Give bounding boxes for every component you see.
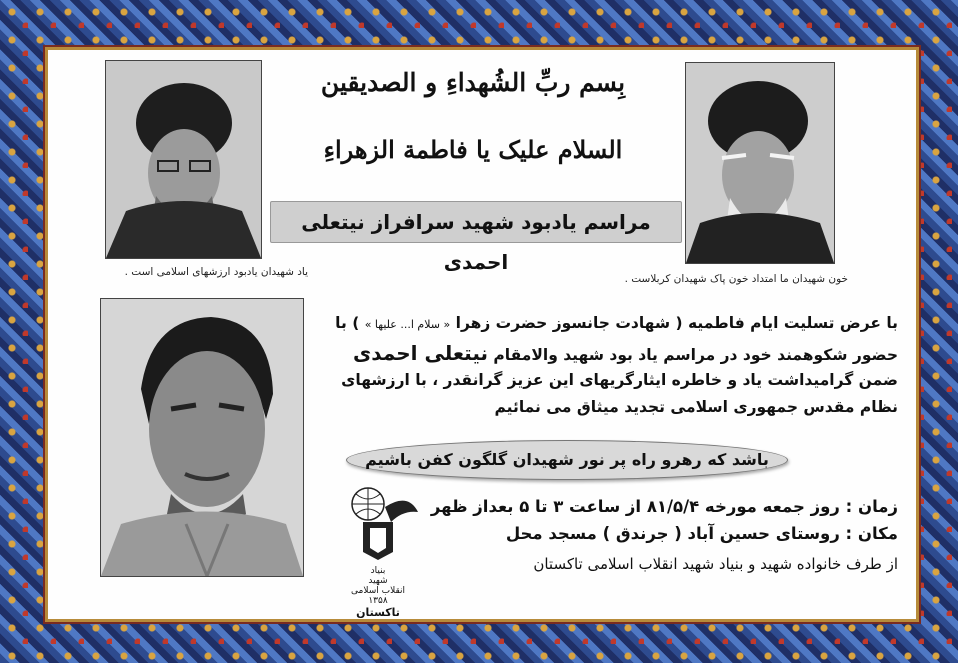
salam-heading: السلام علیک یا فاطمة الزهراءِ: [323, 135, 623, 164]
logo-city: تاکستان: [356, 606, 400, 619]
event-organizer: از طرف خانواده شهید و بنیاد شهید انقلاب اسلامی تاکستان: [533, 555, 898, 573]
logo-line-3: انقلاب اسلامی: [351, 586, 405, 596]
event-time: زمان : روز جمعه مورخه ۸۱/۵/۴ از ساعت ۳ تا ۵ بعداز ظهر: [430, 497, 898, 516]
motto-banner: باشد که رهرو راه پر نور شهیدان گلگون کفن باشیم: [346, 440, 788, 480]
portrait-top-left: [105, 60, 262, 259]
logo-year: ۱۳۵۸: [368, 596, 388, 606]
martyr-portrait: [100, 298, 304, 577]
poster-paper: [45, 47, 919, 622]
martyr-name: نیتعلی احمدی: [352, 341, 488, 365]
caption-left: یاد شهیدان یادبود ارزشهای اسلامی است .: [124, 266, 308, 278]
logo-line-1: بنیاد: [370, 566, 386, 576]
body-line-4: نظام مقدس جمهوری اسلامی تجدید میثاق می نمائیم: [494, 398, 898, 416]
caption-right: خون شهیدان ما امتداد خون پاک شهیدان کربلاست .: [624, 273, 848, 285]
memorial-title-banner: مراسم یادبود شهید سرافراز نیتعلی احمدی: [270, 201, 682, 243]
body-line-1: [318, 314, 898, 332]
portrait-top-right: [685, 62, 835, 264]
foundation-emblem-icon: [333, 482, 423, 562]
basmala-heading: بِسم ربِّ الشُهداءِ و الصدیقین: [320, 68, 626, 97]
martyr-portrait-image: [101, 299, 303, 576]
portrait-top-left-image: [106, 61, 261, 258]
body-line-2: [318, 341, 898, 365]
event-place: مکان : روستای حسین آباد ( جرندق ) مسجد محل: [505, 524, 898, 543]
body-line-3: ضمن گرامیداشت یاد و خاطره ایثارگریهای این عزیز گرانقدر ، با ارزشهای: [341, 371, 898, 389]
logo-line-2: شهید: [368, 576, 388, 586]
foundation-logo: [333, 482, 423, 617]
body-line-2-main: حضور شکوهمند خود در مراسم یاد بود شهید والامقام: [493, 346, 898, 364]
body-line-1-end: ) با: [335, 314, 360, 332]
body-line-1-main: با عرض تسلیت ایام فاطمیه ( شهادت جانسوز حضرت زهرا: [455, 314, 898, 332]
portrait-top-right-image: [686, 63, 834, 263]
body-line-1-salutation: « سلام ا... علیها »: [364, 318, 451, 331]
